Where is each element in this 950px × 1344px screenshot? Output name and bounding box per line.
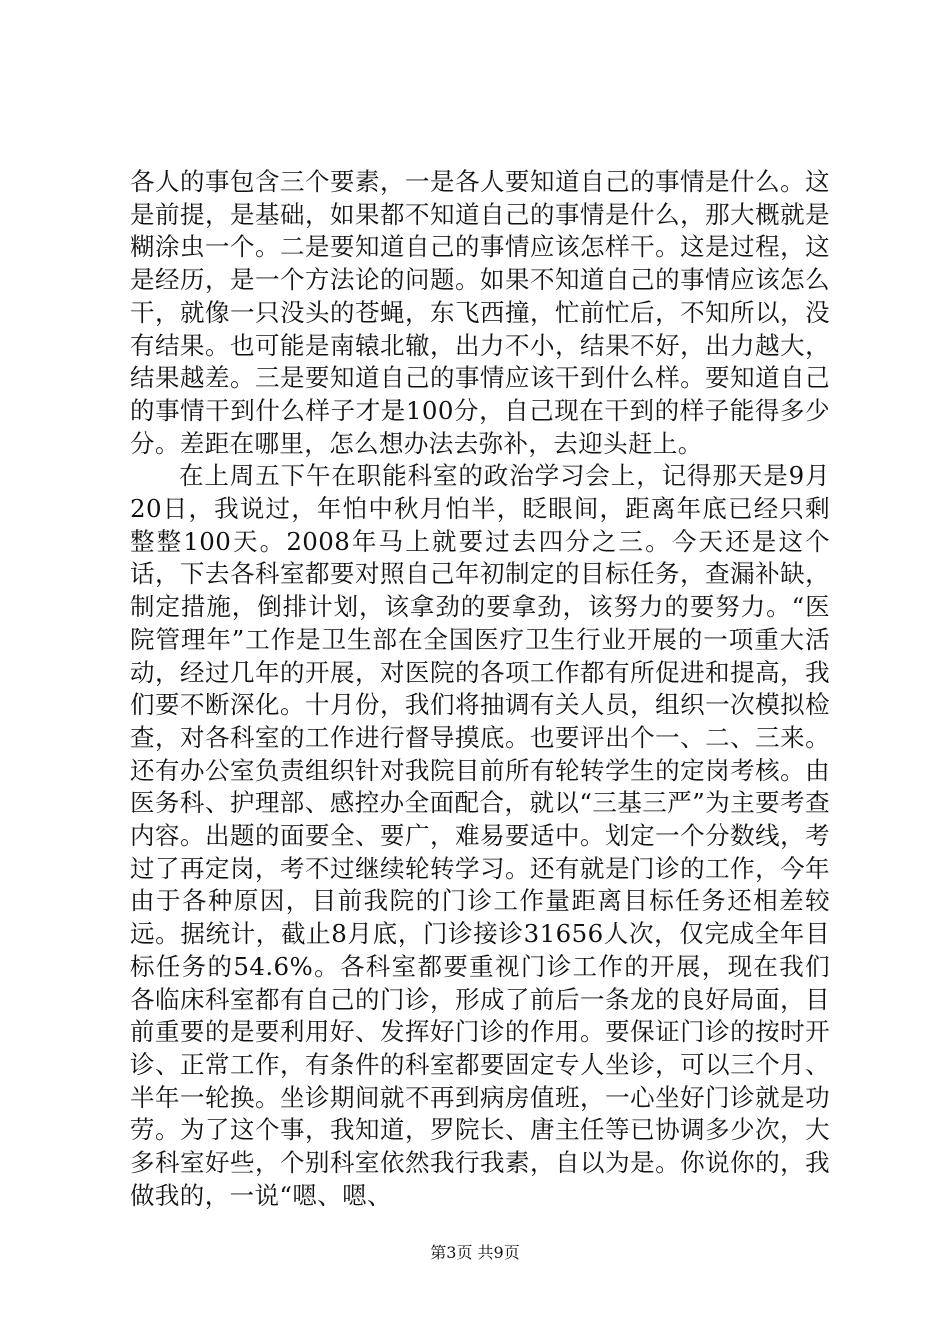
paragraph-1: 各人的事包含三个要素，一是各人要知道自己的事情是什么。这是前提，是基础，如果都不知道自己的事情是什么，那大概就是糊涂虫一个。二是要知道自己的事情应该怎样干。这是过程，这是经历，是一个方法论的问题。如果不知道自己的事情应该怎么干，就像一只没头的苍蝇，东飞西撞，忙前忙后，不知所以，没有结果。也可能是南辕北辙，出力不小，结果不好，出力越大，结果越差。三是要知道自己的事情应该干到什么样。要知道自己的事情干到什么样子才是100分，自己现在干到的样子能得多少分。差距在哪里，怎么想办法去弥补，去迎头赶上。 [130, 167, 830, 458]
page-number-footer: 第3页 共9页 [430, 1243, 520, 1262]
document-body [130, 166, 830, 1213]
paragraph-2: 在上周五下午在职能科室的政治学习会上，记得那天是9月20日，我说过，年怕中秋月怕半，眨眼间，距离年底已经只剩整整100天。2008年马上就要过去四分之三。今天还是这个话，下去各科室都要对照自己年初制定的目标任务，查漏补缺，制定措施，倒排计划，该拿劲的要拿劲，该努力的要努力。“医院管理年”工作是卫生部在全国医疗卫生行业开展的一项重大活动，经过几年的开展，对医院的各项工作都有所促进和提高，我们要不断深化。十月份，我们将抽调有关人员，组织一次模拟检查，对各科室的工作进行督导摸底。也要评出个一、二、三来。还有办公室负责组织针对我院目前所有轮转学生的定岗考核。由医务科、护理部、感控办全面配合，就以“三基三严”为主要考查内容。出题的面要全、要广，难易要适中。划定一个分数线，考过了再定岗，考不过继续轮转学习。还有就是门诊的工作，今年由于各种原因，目前我院的门诊工作量距离目标任务还相差较远。据统计，截止8月底，门诊接诊31656人次，仅完成全年目标任务的54.6%。各科室都要重视门诊工作的开展，现在我们各临床科室都有自己的门诊，形成了前后一条龙的良好局面，目前重要的是要利用好、发挥好门诊的作用。要保证门诊的按时开诊、正常工作，有条件的科室都要固定专人坐诊，可以三个月、半年一轮换。坐诊期间就不再到病房值班，一心坐好门诊就是功劳。为了这个事，我知道，罗院长、唐主任等已协调多少次，大多科室好些，个别科室依然我行我素，自以为是。你说你的，我做我的，一说“嗯、嗯、 [130, 461, 830, 1210]
